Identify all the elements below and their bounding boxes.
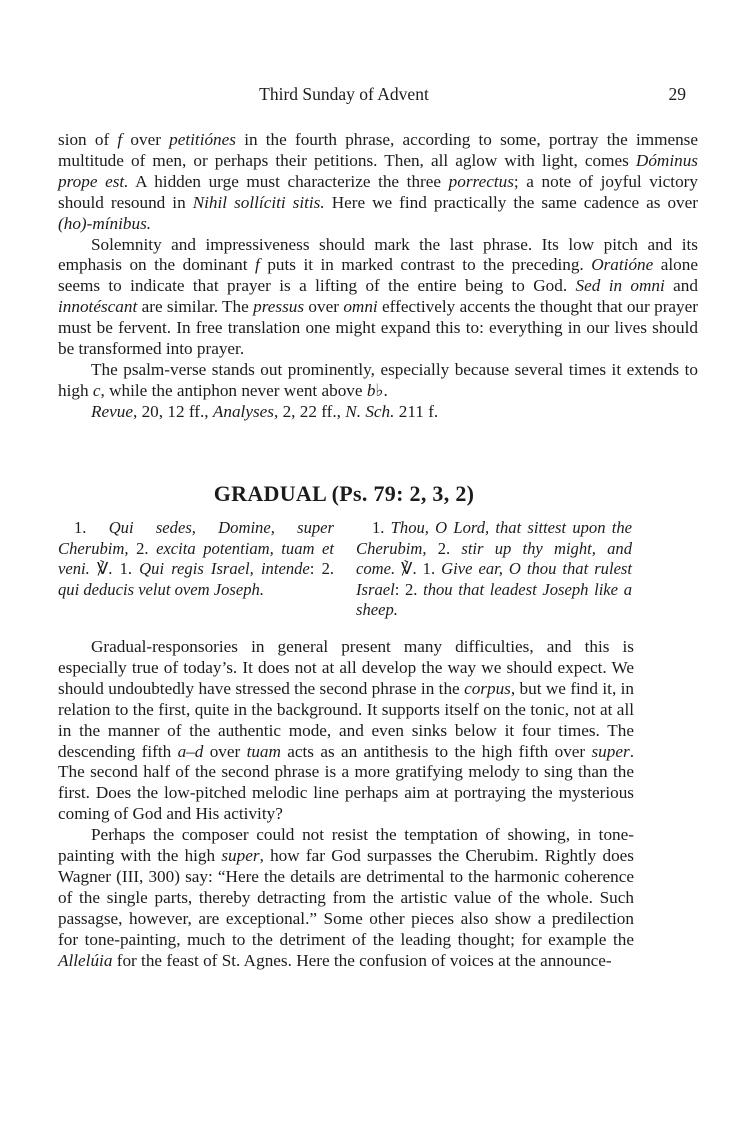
paragraph-references: Revue, 20, 12 ff., Analyses, 2, 22 ff., N. Sch. 211 f. <box>91 401 439 421</box>
book-page <box>58 0 698 1125</box>
section-title: GRADUAL <box>213 481 326 506</box>
body-text-top <box>58 130 698 423</box>
paragraph-solemnity: Solemnity and impressiveness should mark the last phrase. Its low pitch and its emphasis on the dominant f puts it in marked contrast to the preceding. Oratióne alone seems to indicate that prayer is a lifting of the entire being to God. Sed in omni and innotéscant are similar. The pressus over omni effectively accents the thought that our prayer must be fervent. In free translation one might expand this to: everything in our lives should be transformed into prayer. <box>58 234 698 359</box>
latin-verse: 1. Qui sedes, Domine, super Cherubim, 2. excita potentiam, tuam et veni. ℣. 1. Qui regis Israel, intende: 2. qui deducis velut ovem Joseph. <box>58 518 335 599</box>
psalm-reference: (Ps. 79: 2, 3, 2) <box>331 481 475 506</box>
running-title: Third Sunday of Advent <box>259 84 429 104</box>
body-text-bottom <box>58 637 634 972</box>
latin-text-column <box>58 518 334 600</box>
paragraph-psalm-verse: The psalm-verse stands out prominently, especially because several times it extends to high c, while the antiphon never went above b♭. <box>58 359 698 400</box>
paragraph-tone-painting: Perhaps the composer could not resist the temptation of showing, in tone-painting with the high super, how far God surpasses the Cherubim. Rightly does Wagner (III, 300) say: “Here the details are detrimental to the harmonic coherence of the single parts, thereby detracting from the artistic value of the whole. Such passagse, however, are exceptional.” Some other pieces also show a predilection for tone-painting, much to the detriment of the leading thought; for example the Allelúia for the feast of St. Agnes. Here the confusion of voices at the announce- <box>58 825 634 970</box>
paragraph-gradual-responsories: Gradual-responsories in general present many difficulties, and this is especially true of today’s. It does not at all develop the way we should expect. We should undoubtedly have stressed the second phrase in the corpus, but we find it, in relation to the first, quite in the background. It supports itself on the tonic, not at all in the manner of the authentic mode, and even sinks below it four times. The descending fifth a–d over tuam acts as an antithesis to the high fifth over super. The second half of the second phrase is a more gratifying melody to sing than the first. Does the low-pitched melodic line perhaps aim at portraying the mysterious coming of God and His activity? <box>58 637 634 824</box>
english-translation-column <box>356 518 632 621</box>
section-heading-gradual <box>58 481 630 507</box>
page-number: 29 <box>668 84 686 104</box>
running-head <box>58 84 698 108</box>
english-verse: 1. Thou, O Lord, that sittest upon the Cherubim, 2. stir up thy might, and come. ℣. 1. Give ear, O thou that rulest Israel: 2. thou that leadest Joseph like a sheep. <box>356 518 632 620</box>
paragraph-continued: sion of f over petitiónes in the fourth phrase, according to some, portray the immense multitude of men, or perhaps their petitions. Then, all aglow with light, comes Dóminus prope est. A hidden urge must characterize the three porrectus; a note of joyful victory should resound in Nihil sollíciti sitis. Here we find practically the same cadence as over (ho)-mínibus. <box>58 130 698 233</box>
